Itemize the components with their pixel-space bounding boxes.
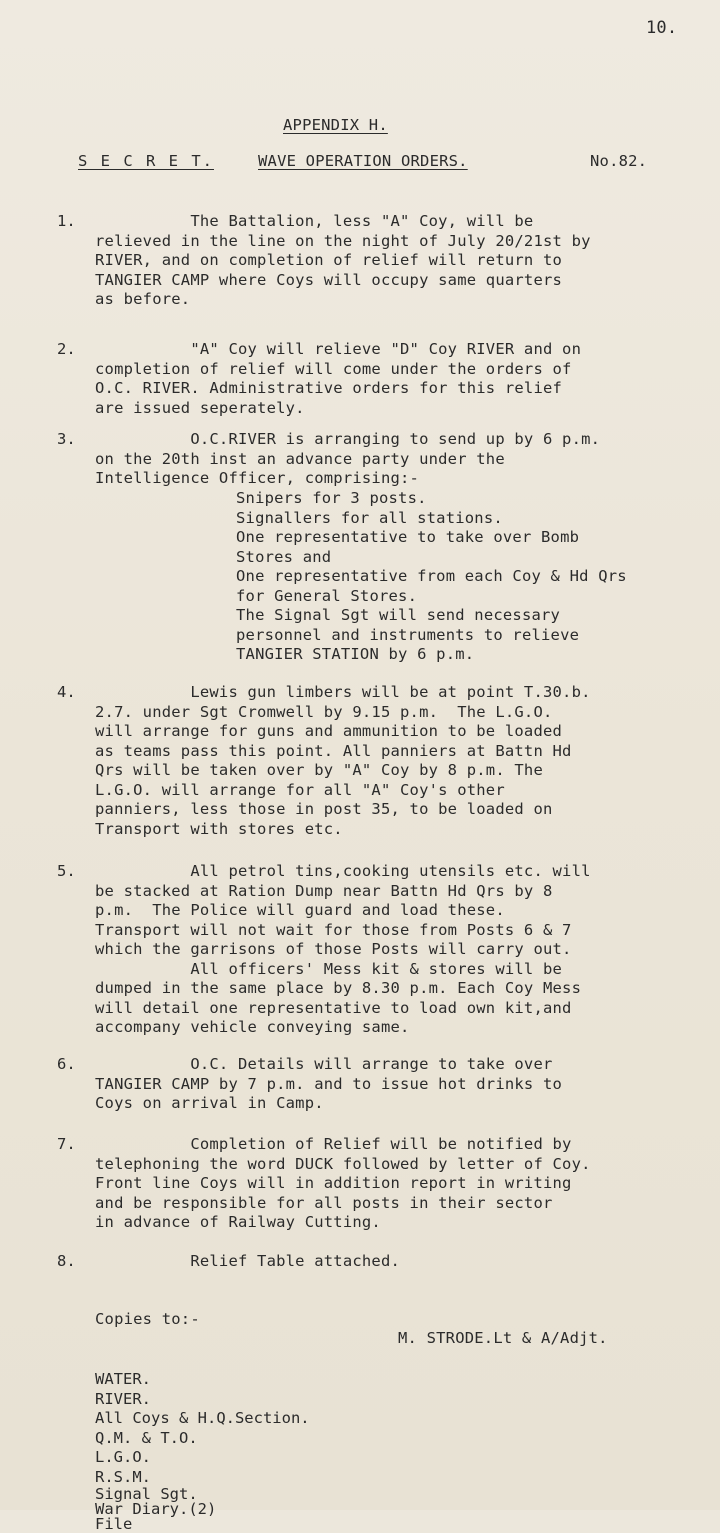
copy-recipient: L.G.O. <box>95 1448 151 1466</box>
list-item: One representative to take over Bomb <box>236 528 580 546</box>
paragraph-line: as teams pass this point. All panniers at Battn Hd <box>95 741 572 760</box>
appendix-title: APPENDIX H. <box>283 116 388 134</box>
paragraph-2 <box>95 340 705 418</box>
copy-recipient: War Diary.(2) <box>95 1500 217 1518</box>
copies-to-label: Copies to:- <box>95 1310 200 1328</box>
paragraph-number: 5. <box>57 862 76 880</box>
paragraph-3 <box>95 430 705 489</box>
copy-recipient: All Coys & H.Q.Section. <box>95 1409 310 1427</box>
page-number: 10. <box>646 18 678 38</box>
paragraph-line: Transport will not wait for those from Posts 6 & 7 <box>95 920 572 939</box>
secret-marking: S E C R E T. <box>78 152 214 170</box>
copy-recipient: Q.M. & T.O. <box>95 1428 198 1447</box>
paragraph-line: O.C. Details will arrange to take over <box>95 1055 553 1073</box>
paragraph-line: TANGIER CAMP where Coys will occupy same quarters <box>95 270 563 289</box>
paragraph-1 <box>95 212 705 310</box>
list-item: personnel and instruments to relieve <box>236 625 580 644</box>
paragraph-line: as before. <box>95 290 191 308</box>
orders-title: WAVE OPERATION ORDERS. <box>258 152 468 170</box>
paragraph-line: O.C.RIVER is arranging to send up by 6 p.m. <box>95 430 601 448</box>
paragraph-line: be stacked at Ration Dump near Battn Hd Qrs by 8 <box>95 881 553 900</box>
copy-recipient: RIVER. <box>95 1389 151 1408</box>
paragraph-7 <box>95 1135 705 1233</box>
order-number: No.82. <box>590 152 648 170</box>
copy-recipient: File <box>95 1515 133 1533</box>
paragraph-line: panniers, less those in post 35, to be loaded on <box>95 800 553 818</box>
paragraph-line: 2.7. under Sgt Cromwell by 9.15 p.m. The L.G.O. <box>95 702 553 721</box>
list-item: for General Stores. <box>236 586 418 605</box>
distribution-list <box>95 1370 310 1532</box>
paragraph-8 <box>95 1252 705 1272</box>
paragraph-line: TANGIER CAMP by 7 p.m. and to issue hot drinks to <box>95 1074 563 1093</box>
paragraph-number: 6. <box>57 1055 76 1073</box>
paragraph-line: Front line Coys will in addition report in writing <box>95 1174 572 1192</box>
paragraph-line: relieved in the line on the night of July 20/21st by <box>95 231 591 250</box>
list-item: Stores and <box>236 547 332 566</box>
paragraph-line: Transport with stores etc. <box>95 819 343 838</box>
paragraph-line: "A" Coy will relieve "D" Coy RIVER and on <box>95 340 582 358</box>
paragraph-line: accompany vehicle conveying same. <box>95 1018 410 1036</box>
paragraph-line: Coys on arrival in Camp. <box>95 1094 324 1112</box>
paragraph-5 <box>95 862 705 1038</box>
paragraph-line: p.m. The Police will guard and load these. <box>95 901 505 919</box>
copy-recipient: Signal Sgt. <box>95 1485 198 1503</box>
copy-recipient: WATER. <box>95 1370 151 1388</box>
list-item: Snipers for 3 posts. <box>236 489 427 507</box>
paragraph-number: 1. <box>57 212 76 230</box>
list-item: The Signal Sgt will send necessary <box>236 606 561 624</box>
paragraph-number: 3. <box>57 430 76 448</box>
paragraph-line: which the garrisons of those Posts will carry out. <box>95 940 572 958</box>
paragraph-line: will detail one representative to load own kit,and <box>95 998 572 1017</box>
paragraph-line: dumped in the same place by 8.30 p.m. Each Coy Mess <box>95 979 582 997</box>
paragraph-line: Relief Table attached. <box>95 1252 401 1270</box>
paragraph-line: on the 20th inst an advance party under the <box>95 449 505 468</box>
signature-block: M. STRODE.Lt & A/Adjt. <box>398 1329 608 1347</box>
paragraph-number: 8. <box>57 1252 76 1270</box>
paragraph-line: O.C. RIVER. Administrative orders for this relief <box>95 379 563 397</box>
paragraph-line: will arrange for guns and ammunition to be loaded <box>95 722 563 740</box>
paragraph-line: Lewis gun limbers will be at point T.30.b. <box>95 683 591 701</box>
copy-recipient: R.S.M. <box>95 1467 151 1486</box>
paragraph-line: and be responsible for all posts in their sector <box>95 1193 553 1212</box>
paragraph-line: L.G.O. will arrange for all "A" Coy's other <box>95 780 505 799</box>
paragraph-number: 2. <box>57 340 76 358</box>
paragraph-number: 7. <box>57 1135 76 1153</box>
paragraph-line: in advance of Railway Cutting. <box>95 1213 381 1231</box>
paragraph-6 <box>95 1055 705 1114</box>
paragraph-number: 4. <box>57 683 76 701</box>
paragraph-line: telephoning the word DUCK followed by letter of Coy. <box>95 1154 591 1173</box>
paragraph-line: Completion of Relief will be notified by <box>95 1135 572 1153</box>
paragraph-line: Intelligence Officer, comprising:- <box>95 469 420 487</box>
paragraph-line: The Battalion, less "A" Coy, will be <box>95 212 534 230</box>
list-item: One representative from each Coy & Hd Qrs <box>236 567 627 585</box>
list-item: TANGIER STATION by 6 p.m. <box>236 645 475 663</box>
list-item: Signallers for all stations. <box>236 508 503 527</box>
paragraph-line: completion of relief will come under the orders of <box>95 359 572 378</box>
paragraph-4 <box>95 683 705 839</box>
paragraph-line: are issued seperately. <box>95 398 305 417</box>
advance-party-list <box>236 489 627 665</box>
paragraph-line: All petrol tins,cooking utensils etc. will <box>95 862 591 880</box>
paragraph-line: All officers' Mess kit & stores will be <box>95 959 563 978</box>
paragraph-line: RIVER, and on completion of relief will return to <box>95 251 563 269</box>
paragraph-line: Qrs will be taken over by "A" Coy by 8 p.m. The <box>95 761 543 779</box>
